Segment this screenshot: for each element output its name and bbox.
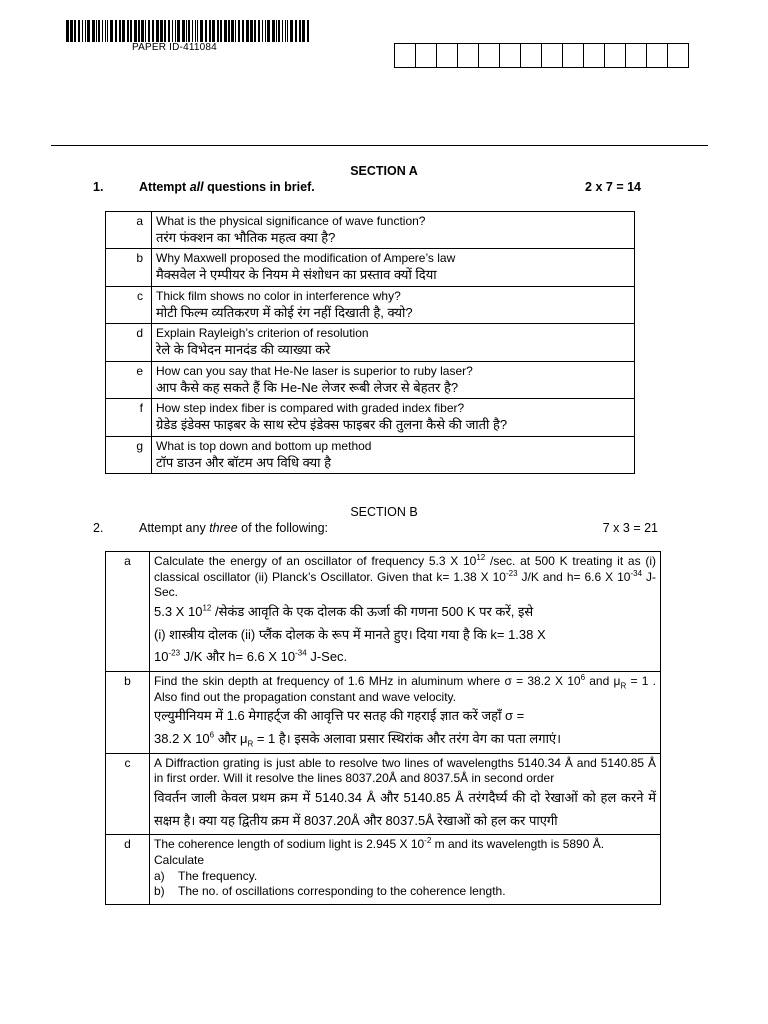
question-hindi: रेले के विभेदन मानदंड की व्याख्या करे	[156, 342, 331, 358]
roll-number-box[interactable]	[478, 43, 500, 68]
roll-number-box[interactable]	[562, 43, 584, 68]
sub-question-b: b) The no. of oscillations corresponding to the coherence length.	[154, 884, 506, 899]
question-row-a	[106, 552, 661, 672]
barcode-bar	[238, 20, 240, 42]
question-english: Why Maxwell proposed the modification of Ampere’s law	[156, 251, 456, 266]
question-english: Explain Rayleigh’s criterion of resolution	[156, 326, 369, 341]
question-label: c	[106, 753, 150, 835]
question-text	[152, 324, 635, 361]
barcode-bar	[127, 20, 129, 42]
barcode-bar	[246, 20, 249, 42]
barcode-bar	[156, 20, 159, 42]
instruction-text: Attempt	[139, 180, 190, 194]
question-text	[152, 212, 635, 249]
question-row-b	[106, 672, 661, 754]
question-row-g	[106, 436, 635, 473]
roll-number-box[interactable]	[583, 43, 605, 68]
question-label: b	[106, 672, 150, 754]
barcode-bar	[148, 20, 150, 42]
section-b-table	[105, 551, 661, 905]
barcode-bar	[66, 20, 69, 42]
question-label: g	[106, 436, 152, 473]
question-text	[150, 753, 661, 835]
barcode-bar	[70, 20, 73, 42]
question-english: How can you say that He-Ne laser is superior to ruby laser?	[156, 363, 473, 378]
barcode-bar	[74, 20, 76, 42]
question-row-d	[106, 324, 635, 361]
barcode-bar	[307, 20, 309, 42]
header-divider	[51, 145, 708, 146]
barcode-bar	[138, 20, 140, 42]
question-hindi: टॉप डाउन और बॉटम अप विधि क्या है	[156, 454, 332, 470]
paper-id: PAPER ID-411084	[132, 42, 217, 53]
roll-number-box[interactable]	[520, 43, 542, 68]
barcode-bar	[175, 20, 176, 42]
barcode-bar	[209, 20, 211, 42]
barcode-bar	[85, 20, 86, 42]
question-text	[152, 286, 635, 323]
barcode-bar	[160, 20, 163, 42]
barcode-bar	[122, 20, 125, 42]
barcode-bar	[217, 20, 219, 42]
barcode-bar	[290, 20, 293, 42]
barcode-bar	[250, 20, 253, 42]
barcode-bar	[302, 20, 305, 42]
question-label: c	[106, 286, 152, 323]
question-english: Calculate	[154, 853, 205, 867]
roll-number-box[interactable]	[394, 43, 416, 68]
barcode-bar	[105, 20, 106, 42]
question-hindi: मैक्सवेल ने एम्पीयर के नियम मे संशोधन का प्रस्ताव क्यों दिया	[156, 267, 437, 283]
question-english: How step index fiber is compared with graded index fiber?	[156, 401, 465, 416]
roll-number-boxes	[395, 43, 689, 68]
question-english: The coherence length of sodium light is 2.945 X $10^{-2}$ m and its wavelength is 5890 Å.	[154, 836, 605, 852]
question-marks: 2 x 7 = 14	[585, 180, 641, 194]
question-1-header	[93, 180, 641, 194]
barcode-image	[66, 20, 310, 42]
barcode-bar	[235, 20, 236, 42]
section-a-title: SECTION A	[350, 164, 418, 178]
barcode-bar	[197, 20, 198, 42]
instruction-text: of the following:	[237, 521, 329, 535]
barcode-bar	[96, 20, 97, 42]
barcode-bar	[276, 20, 277, 42]
barcode-bar	[145, 20, 146, 42]
question-row-c	[106, 286, 635, 323]
barcode-bar	[87, 20, 90, 42]
barcode-bar	[134, 20, 137, 42]
barcode-bar	[267, 20, 270, 42]
question-number: 1.	[93, 180, 104, 194]
question-label: a	[106, 212, 152, 249]
barcode-bar	[177, 20, 180, 42]
barcode-bar	[228, 20, 230, 42]
barcode-bar	[186, 20, 187, 42]
barcode-bar	[262, 20, 263, 42]
roll-number-box[interactable]	[457, 43, 479, 68]
question-hindi: 5.3 X $10^{12}$ /सेकंड आवृति के एक दोलक की ऊर्जा की गणना 500 K पर करें, इसे (i) शास्त्रीय दोलक (ii) प्लैंक दोलक के रूप में मानते हुए। दिया गया है कि k= 1.38 X $10^{-23}$ J/K और h= 6.6 X $10^{-34}$ J-Sec.	[154, 603, 546, 665]
barcode-bar	[78, 20, 80, 42]
question-hindi: आप कैसे कह सकते हैं कि He-Ne लेजर रूबी लेजर से बेहतर है?	[156, 379, 459, 395]
barcode-bar	[115, 20, 117, 42]
barcode-bar	[231, 20, 234, 42]
question-instruction	[139, 521, 603, 535]
question-row-b	[106, 249, 635, 286]
question-english: A Diffraction grating is just able to resolve two lines of wavelengths 5140.34 Å and 5140.85 Å in first order. Will it resolve the lines 8037.20Å and 8037.5Å in second order	[154, 755, 656, 786]
question-hindi: एल्युमीनियम में 1.6 मेगाहर्ट्ज की आवृत्ति पर सतह की गहराई ज्ञात करें जहाँ σ = 38.2 X $10^6$ और $\mu_R = 1$ है। इसके अलावा प्रसार स्थिरांक और तरंग वेग का पता लगाएं।	[154, 708, 562, 749]
barcode-bar	[205, 20, 207, 42]
barcode-bar	[212, 20, 215, 42]
roll-number-box[interactable]	[646, 43, 668, 68]
barcode-bar	[107, 20, 108, 42]
roll-number-box[interactable]	[499, 43, 521, 68]
instruction-emphasis: three	[209, 521, 238, 535]
barcode-bar	[92, 20, 95, 42]
section-b-title: SECTION B	[350, 505, 418, 519]
roll-number-box[interactable]	[436, 43, 458, 68]
question-marks: 7 x 3 = 21	[602, 521, 658, 535]
question-english: Calculate the energy of an oscillator of frequency 5.3 X $10^{12}$ /sec. at 500 K treating it as (i) classical oscillator (ii) Planck’s Oscillator. Given that k= 1.38 X $10^{-23}$ J/K and h= 6.6 X $10^{-34}$ J-Sec.	[154, 553, 657, 600]
barcode-bar	[192, 20, 193, 42]
barcode-bar	[102, 20, 103, 42]
question-hindi: मोटी फिल्म व्यतिकरण में कोई रंग नहीं दिखाती है, क्यो?	[156, 304, 413, 320]
barcode-bar	[265, 20, 266, 42]
roll-number-box[interactable]	[625, 43, 647, 68]
question-row-a	[106, 212, 635, 249]
barcode-bar	[299, 20, 301, 42]
question-2-header	[93, 521, 658, 535]
roll-number-box[interactable]	[604, 43, 626, 68]
barcode-bar	[287, 20, 288, 42]
barcode-bar	[98, 20, 100, 42]
instruction-emphasis: all	[189, 180, 204, 194]
barcode-bar	[130, 20, 132, 42]
barcode-bar	[82, 20, 83, 42]
question-english: What is top down and bottom up method	[156, 438, 372, 453]
barcode-bar	[141, 20, 144, 42]
barcode-bar	[282, 20, 283, 42]
sub-question-a: a) The frequency.	[154, 868, 258, 883]
question-row-d	[106, 835, 661, 904]
question-row-f	[106, 399, 635, 436]
question-row-e	[106, 361, 635, 398]
question-text	[150, 552, 661, 672]
question-label: e	[106, 361, 152, 398]
barcode-bar	[285, 20, 286, 42]
section-a-table	[105, 211, 635, 474]
barcode-bar	[272, 20, 275, 42]
question-text	[150, 672, 661, 754]
question-text	[152, 249, 635, 286]
barcode-bar	[152, 20, 154, 42]
question-label: a	[106, 552, 150, 672]
barcode-bar	[110, 20, 113, 42]
roll-number-box[interactable]	[415, 43, 437, 68]
barcode-bar	[242, 20, 244, 42]
barcode-bar	[258, 20, 260, 42]
barcode-bar	[200, 20, 203, 42]
instruction-text: questions in brief.	[203, 180, 315, 194]
barcode-bar	[295, 20, 297, 42]
roll-number-box[interactable]	[667, 43, 689, 68]
question-english: What is the physical significance of wave function?	[156, 214, 426, 228]
question-text	[152, 399, 635, 436]
barcode-bar	[182, 20, 185, 42]
question-label: f	[106, 399, 152, 436]
barcode-bar	[172, 20, 173, 42]
barcode-bar	[254, 20, 256, 42]
barcode-bar	[195, 20, 196, 42]
question-label: d	[106, 324, 152, 361]
question-hindi: ग्रेडेड इंडेक्स फाइबर के साथ स्टेप इंडेक्स फाइबर की तुलना कैसे की जाती है?	[156, 417, 508, 433]
barcode-bar	[220, 20, 222, 42]
roll-number-box[interactable]	[541, 43, 563, 68]
question-number: 2.	[93, 521, 104, 535]
barcode-bar	[278, 20, 280, 42]
barcode-bar	[188, 20, 190, 42]
question-english: Thick film shows no color in interference why?	[156, 288, 401, 303]
question-row-c	[106, 753, 661, 835]
question-label: d	[106, 835, 150, 904]
barcode-bar	[168, 20, 170, 42]
question-label: b	[106, 249, 152, 286]
question-instruction	[139, 180, 585, 194]
question-text	[152, 436, 635, 473]
question-text	[152, 361, 635, 398]
question-text	[150, 835, 661, 904]
instruction-text: Attempt any	[139, 521, 210, 535]
question-hindi: तरंग फंक्शन का भौतिक महत्व क्या है?	[156, 229, 336, 245]
barcode-bar	[164, 20, 166, 42]
barcode-bar	[224, 20, 227, 42]
question-english: Find the skin depth at frequency of 1.6 MHz in aluminum where σ = 38.2 X $10^6$ and $\mu_R = 1$ . Also find out the propagation constant and wave velocity.	[154, 673, 656, 704]
barcode-bar	[119, 20, 121, 42]
question-hindi: विवर्तन जाली केवल प्रथम क्रम में 5140.34 Å और 5140.85 Å तरंगदैर्घ्य की दो रेखाओं को हल करने में सक्षम है। क्या यह द्वितीय क्रम में 8037.20Å और 8037.5Å रेखाओं को हल कर पाएगी	[154, 789, 656, 828]
